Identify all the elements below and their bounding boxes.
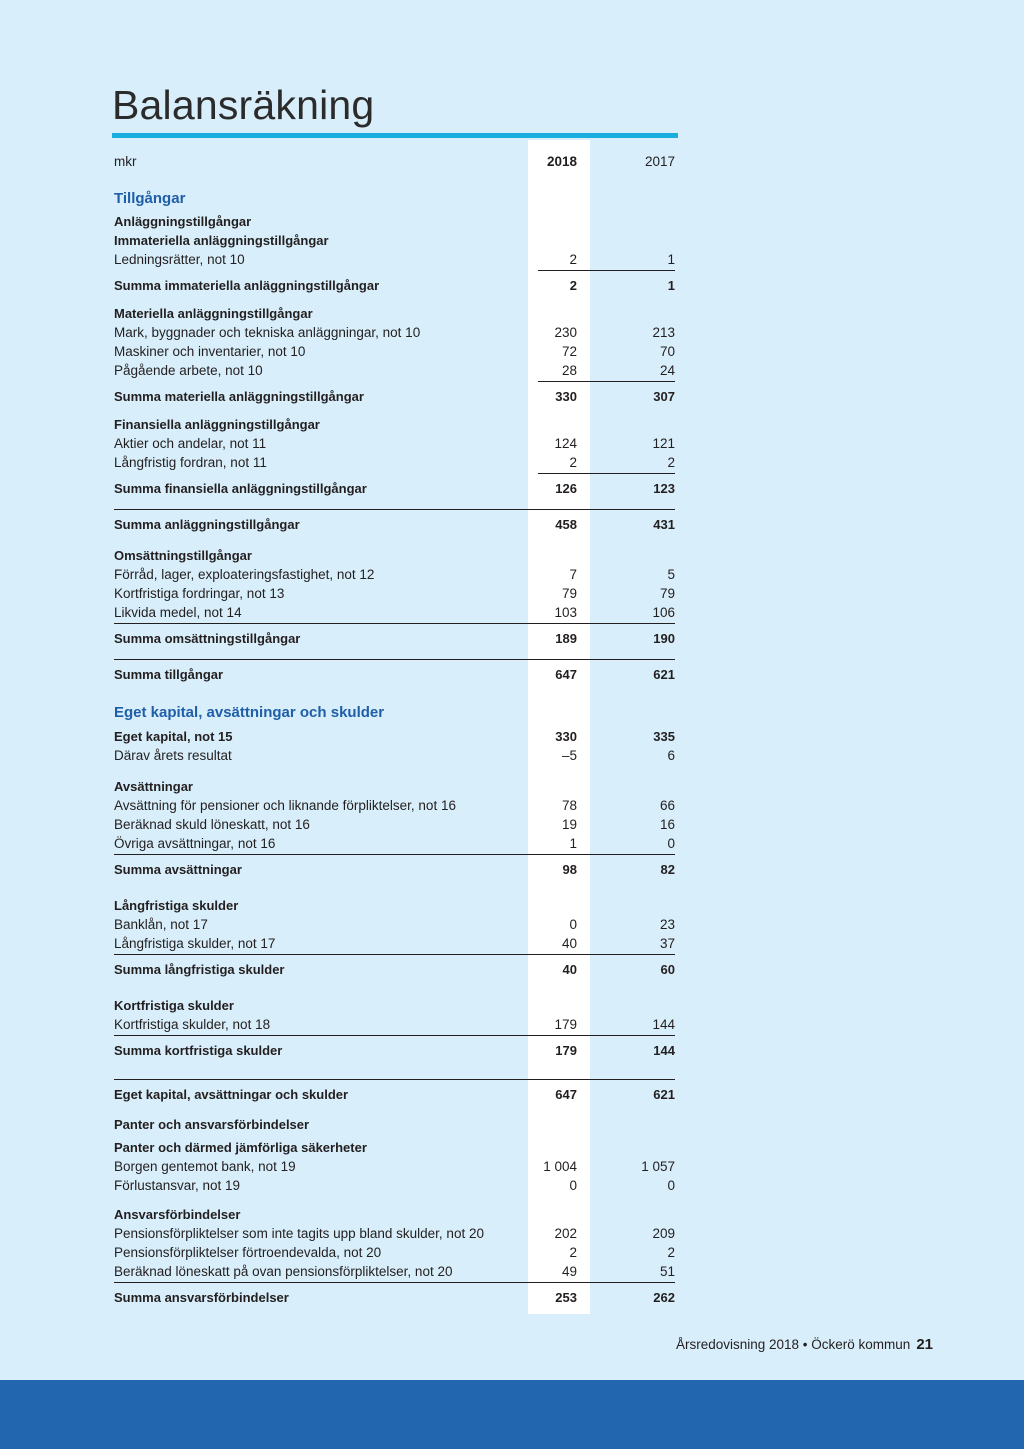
row-label: Summa avsättningar: [114, 862, 242, 877]
row-label: Summa omsättningstillgångar: [114, 631, 301, 646]
row-label: Långfristiga skulder: [114, 898, 239, 913]
row-divider: [114, 1282, 675, 1283]
value-2018: 0: [569, 917, 577, 932]
value-2017: 16: [659, 817, 675, 832]
row-divider: [114, 659, 675, 660]
value-2017: 209: [652, 1226, 675, 1241]
value-2018: 330: [555, 729, 577, 744]
value-2017: 621: [653, 667, 675, 682]
value-2017: 144: [652, 1017, 675, 1032]
row-label: Summa långfristiga skulder: [114, 962, 285, 977]
value-2018: 0: [569, 1178, 577, 1193]
row-label: Summa kortfristiga skulder: [114, 1043, 283, 1058]
row-label: Maskiner och inventarier, not 10: [114, 344, 306, 359]
row-label: Banklån, not 17: [114, 917, 208, 932]
row-label: Avsättningar: [114, 779, 193, 794]
value-2018: 253: [555, 1290, 577, 1305]
value-2017: 190: [653, 631, 675, 646]
row-label: Immateriella anläggningstillgångar: [114, 233, 329, 248]
value-2017: 2: [667, 455, 675, 470]
value-2017: 123: [653, 481, 675, 496]
value-2018: 2: [569, 1245, 577, 1260]
row-divider: [538, 381, 675, 382]
value-2017: 621: [653, 1087, 675, 1102]
footer-publication: Årsredovisning 2018 • Öckerö kommun: [675, 1337, 911, 1352]
value-2018: 2: [569, 455, 577, 470]
row-label: Övriga avsättningar, not 16: [114, 836, 276, 851]
value-2017: 262: [653, 1290, 675, 1305]
value-2018: 98: [562, 862, 577, 877]
value-2018: 189: [555, 631, 577, 646]
row-label: Ledningsrätter, not 10: [114, 252, 245, 267]
value-2017: 431: [653, 517, 675, 532]
row-label: Finansiella anläggningstillgångar: [114, 417, 320, 432]
row-divider: [114, 854, 675, 855]
row-divider: [538, 270, 675, 271]
value-2017: 144: [653, 1043, 675, 1058]
value-2018: 230: [554, 325, 577, 340]
value-2018: 40: [562, 962, 577, 977]
value-2018: 78: [561, 798, 577, 813]
row-label: Eget kapital, not 15: [114, 729, 233, 744]
value-2018: 647: [555, 667, 577, 682]
value-2018: 2: [569, 252, 577, 267]
column-header-2018: 2018: [546, 154, 577, 169]
row-divider: [114, 1035, 675, 1036]
row-label: Kortfristiga fordringar, not 13: [114, 586, 285, 601]
row-label: Summa anläggningstillgångar: [114, 517, 300, 532]
row-divider: [114, 954, 675, 955]
row-label: Summa ansvarsförbindelser: [114, 1290, 289, 1305]
value-2017: 6: [667, 748, 675, 763]
value-2018: 28: [561, 363, 577, 378]
value-2017: 66: [659, 798, 675, 813]
row-divider: [114, 509, 675, 510]
value-2018: 1: [569, 836, 577, 851]
page-title: Balansräkning: [112, 82, 375, 128]
row-label: Beräknad skuld löneskatt, not 16: [114, 817, 310, 832]
row-label: Likvida medel, not 14: [114, 605, 242, 620]
value-2017: 213: [652, 325, 675, 340]
value-2017: 0: [667, 836, 675, 851]
row-label: Pensionsförpliktelser som inte tagits upp bland skulder, not 20: [114, 1226, 484, 1241]
page-footer: [676, 1336, 933, 1353]
value-2018: 202: [554, 1226, 577, 1241]
value-2018: 1 004: [543, 1159, 577, 1174]
value-2018: 72: [561, 344, 577, 359]
row-label: Materiella anläggningstillgångar: [114, 306, 313, 321]
value-2017: 79: [659, 586, 675, 601]
value-2017: 60: [660, 962, 675, 977]
value-2018: 179: [555, 1043, 577, 1058]
value-2017: 307: [653, 389, 675, 404]
value-2018: 2: [569, 278, 577, 293]
row-label: Anläggningstillgångar: [114, 214, 252, 229]
value-2018: 458: [555, 517, 577, 532]
value-2018: 40: [561, 936, 577, 951]
row-label: Mark, byggnader och tekniska anläggningar, not 10: [114, 325, 421, 340]
row-label: Ansvarsförbindelser: [114, 1207, 241, 1222]
page-number: 21: [916, 1336, 933, 1353]
value-2018: 7: [569, 567, 577, 582]
value-2018: 103: [554, 605, 577, 620]
row-label: Eget kapital, avsättningar och skulder: [114, 704, 385, 721]
row-label: Pensionsförpliktelser förtroendevalda, not 20: [114, 1245, 382, 1260]
value-2017: 37: [659, 936, 675, 951]
row-label: Pågående arbete, not 10: [114, 363, 263, 378]
value-2018: 330: [555, 389, 577, 404]
row-label: Långfristiga skulder, not 17: [114, 936, 276, 951]
row-label: Omsättningstillgångar: [114, 548, 252, 563]
value-2017: 1: [667, 278, 675, 293]
value-2017: 121: [652, 436, 675, 451]
row-divider: [538, 473, 675, 474]
row-label: Kortfristiga skulder, not 18: [114, 1017, 271, 1032]
unit-label: mkr: [114, 154, 137, 169]
row-label: Långfristig fordran, not 11: [114, 455, 267, 470]
row-divider: [114, 623, 675, 624]
row-label: Borgen gentemot bank, not 19: [114, 1159, 296, 1174]
row-label: Därav årets resultat: [114, 748, 232, 763]
value-2018: 126: [555, 481, 577, 496]
row-label: Avsättning för pensioner och liknande förpliktelser, not 16: [114, 798, 456, 813]
value-2018: 179: [554, 1017, 577, 1032]
value-2017: 70: [659, 344, 675, 359]
row-label: Beräknad löneskatt på ovan pensionsförpliktelser, not 20: [114, 1264, 453, 1279]
value-2018: 124: [554, 436, 577, 451]
row-label: Summa materiella anläggningstillgångar: [114, 389, 364, 404]
value-2017: 106: [652, 605, 675, 620]
footer-band: [0, 1380, 1024, 1449]
row-label: Förlustansvar, not 19: [114, 1178, 241, 1193]
row-label: Summa finansiella anläggningstillgångar: [114, 481, 367, 496]
value-2017: 0: [667, 1178, 675, 1193]
row-label: Kortfristiga skulder: [114, 998, 234, 1013]
value-2017: 5: [667, 567, 675, 582]
row-label: Tillgångar: [114, 190, 186, 207]
row-label: Summa tillgångar: [114, 667, 224, 682]
value-2017: 1: [667, 252, 675, 267]
value-2017: 24: [659, 363, 675, 378]
row-label: Eget kapital, avsättningar och skulder: [114, 1087, 349, 1102]
column-header-2017: 2017: [644, 154, 675, 169]
value-2018: 19: [561, 817, 577, 832]
value-2017: 2: [667, 1245, 675, 1260]
value-2017: 1 057: [641, 1159, 675, 1174]
value-2017: 51: [659, 1264, 675, 1279]
row-label: Panter och därmed jämförliga säkerheter: [114, 1140, 367, 1155]
value-2018: –5: [561, 748, 577, 763]
value-2017: 335: [653, 729, 675, 744]
value-2018: 647: [555, 1087, 577, 1102]
row-divider: [114, 1079, 675, 1080]
value-2018: 49: [561, 1264, 577, 1279]
value-2017: 82: [660, 862, 675, 877]
row-label: Panter och ansvarsförbindelser: [114, 1117, 310, 1132]
row-label: Förråd, lager, exploateringsfastighet, not 12: [114, 567, 375, 582]
value-2017: 23: [659, 917, 675, 932]
row-label: Aktier och andelar, not 11: [114, 436, 267, 451]
row-label: Summa immateriella anläggningstillgångar: [114, 278, 380, 293]
value-2018: 79: [561, 586, 577, 601]
